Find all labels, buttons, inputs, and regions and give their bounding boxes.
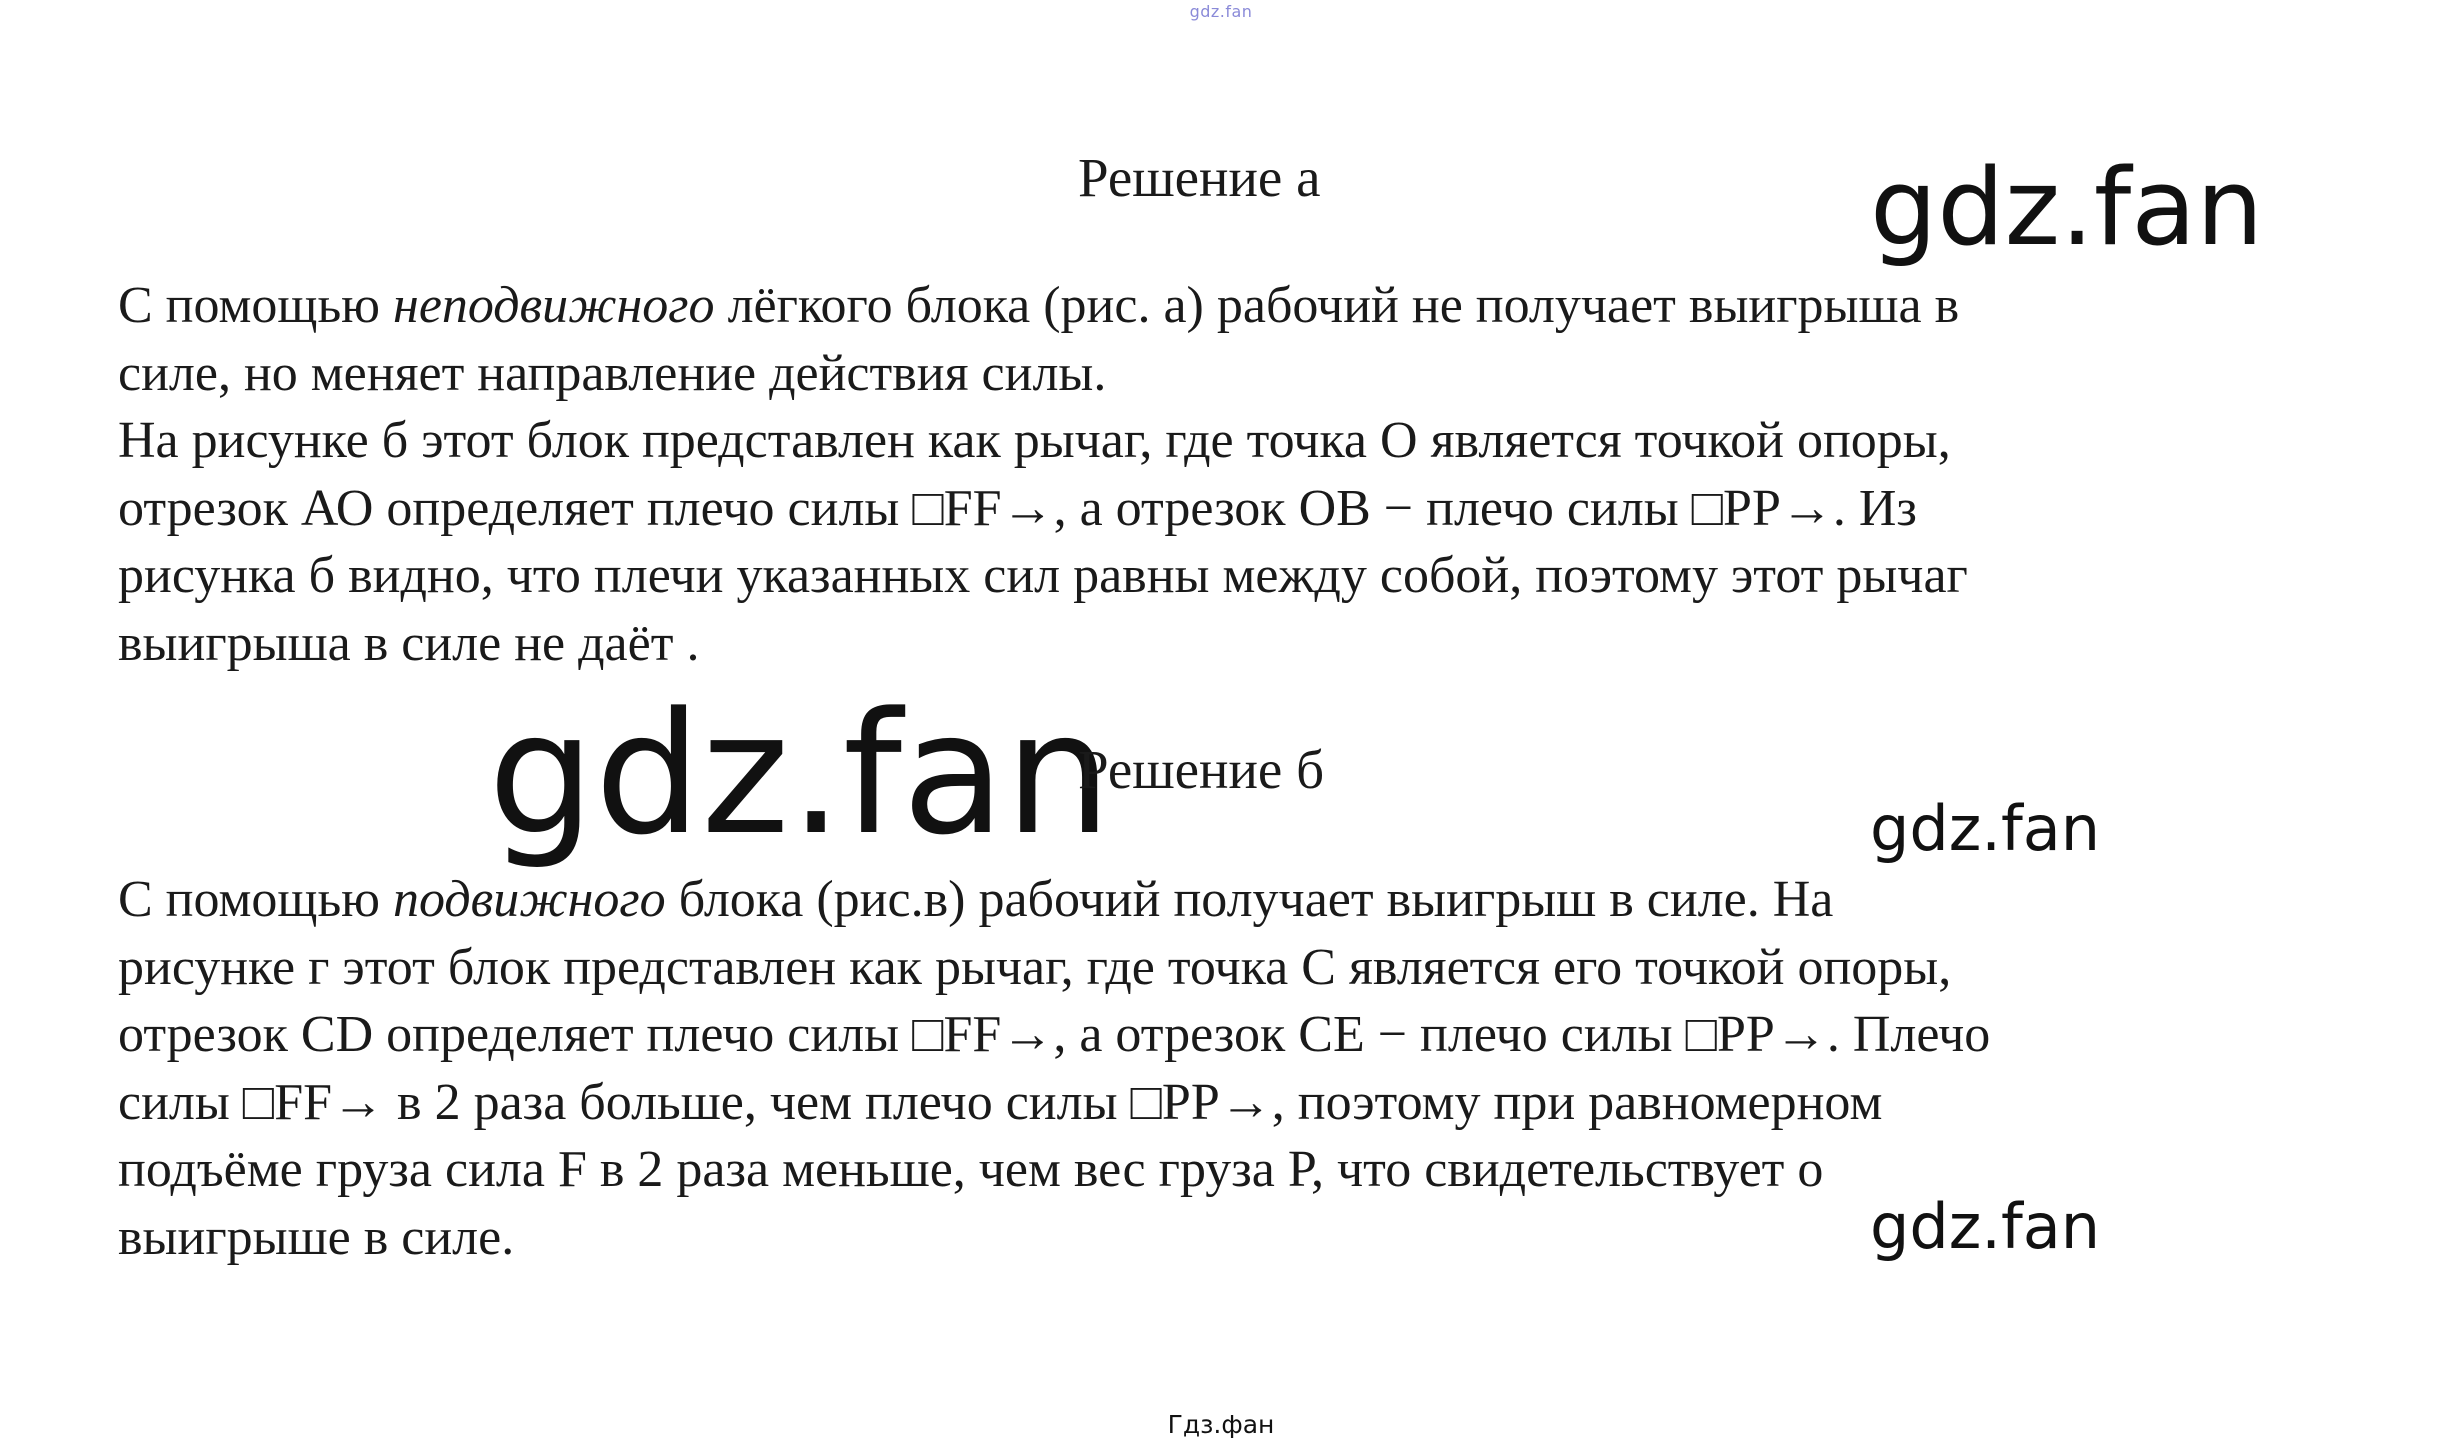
watermark-gdz-fan: gdz.fan [1870, 146, 2264, 269]
heading-solution-b: Решение б [1078, 739, 1325, 800]
emphasis-movable: подвижного [393, 871, 666, 928]
text-line: выигрыше в силе. [118, 1208, 515, 1266]
watermark-gdz-fan-large: gdz.fan [488, 676, 1112, 872]
text-line: отрезок CD определяет плечо силы □FF→, а отрезок CE − плечо силы □PP→. Плечо [118, 1006, 1991, 1063]
watermark-gdz-fan: gdz.fan [1870, 792, 2101, 865]
text-line: На рисунке б этот блок представлен как рычаг, где точка О является точкой опоры, [118, 412, 1951, 469]
footer-watermark: Гдз.фан [1167, 1410, 1275, 1439]
heading-solution-a: Решение а [1078, 147, 1321, 208]
text-line: С помощью подвижного блока (рис.в) рабочий получает выигрыш в силе. На [118, 871, 1834, 928]
text-line: рисунке г этот блок представлен как рычаг, где точка С является его точкой опоры, [118, 938, 1952, 996]
text-line: С помощью неподвижного лёгкого блока (рис. а) рабочий не получает выигрыша в [118, 277, 1960, 334]
text-line: рисунка б видно, что плечи указанных сил равны между собой, поэтому этот рычаг [118, 547, 1968, 604]
text-line: подъёме груза сила F в 2 раза меньше, чем вес груза P, что свидетельствует о [118, 1141, 1824, 1198]
top-watermark: gdz.fan [1189, 2, 1253, 21]
emphasis-fixed: неподвижного [393, 277, 715, 334]
text-line: выигрыша в силе не даёт . [118, 614, 700, 672]
text-line: силе, но меняет направление действия силы. [118, 344, 1107, 402]
text-line: силы □FF→ в 2 раза больше, чем плечо силы □PP→, поэтому при равномерном [118, 1073, 1883, 1131]
text-line: отрезок АО определяет плечо силы □FF→, а отрезок ОВ − плечо силы □PP→. Из [118, 479, 1917, 537]
paragraph-solution-a [118, 272, 2348, 677]
watermark-gdz-fan: gdz.fan [1870, 1190, 2101, 1263]
